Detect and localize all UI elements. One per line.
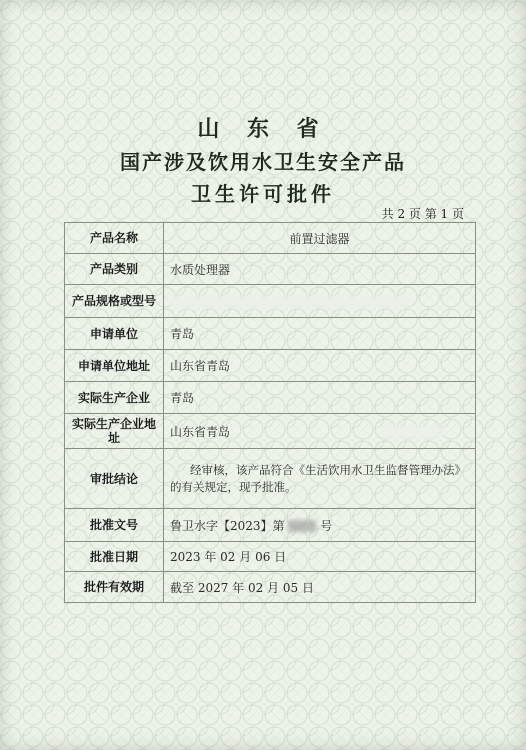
manufacturer-text: 青岛 [170,391,195,405]
row-approval-number [65,509,476,542]
approval-number-suffix: 号 [320,518,333,533]
label-conclusion: 审批结论 [65,449,164,509]
label-product-category: 产品类别 [65,254,164,285]
label-product-model: 产品规格或型号 [65,285,164,318]
row-approval-date [65,542,476,572]
document-subtitle: 卫生许可批件 [191,182,335,206]
row-product-category [65,254,476,285]
row-product-name [65,223,476,254]
manufacturer-address-text: 山东省青岛 [170,424,231,439]
label-validity: 批件有效期 [65,572,164,603]
document-title: 国产涉及饮用水卫生安全产品 [120,150,406,174]
value-manufacturer-address [164,414,476,449]
row-applicant [65,318,476,350]
row-manufacturer [65,382,476,414]
label-applicant-address: 申请单位地址 [65,350,164,382]
redacted-block [384,426,444,438]
page-indicator: 共 2 页 第 1 页 [381,207,464,221]
value-applicant [164,318,476,350]
value-product-category: 水质处理器 [164,254,476,285]
value-product-model [164,285,476,318]
approval-number-prefix: 鲁卫水字【2023】第 [170,518,285,533]
redacted-block [170,296,410,308]
label-approval-number: 批准文号 [65,509,164,542]
value-applicant-address [164,350,476,382]
value-manufacturer [164,382,476,414]
row-product-model [65,285,476,318]
value-validity: 截至 2027 年 02 月 05 日 [164,572,476,603]
label-applicant: 申请单位 [65,318,164,350]
row-conclusion [65,449,476,509]
label-manufacturer-address: 实际生产企业地址 [65,414,164,449]
redacted-block [288,520,316,532]
label-manufacturer: 实际生产企业 [65,382,164,414]
conclusion-line-1: 经审核，该产品符合《生活饮用水卫生监督管理办法》 [190,462,466,477]
value-conclusion [164,449,476,509]
value-product-name: 前置过滤器 [164,223,476,254]
value-approval-date: 2023 年 02 月 06 日 [164,542,476,572]
label-product-name: 产品名称 [65,223,164,254]
applicant-text: 青岛 [170,327,195,341]
conclusion-line-2: 的有关规定，现予批准。 [170,479,297,494]
province-heading: 山 东 省 [197,116,329,142]
row-validity [65,572,476,603]
row-applicant-address [65,350,476,382]
row-manufacturer-address [65,414,476,449]
value-approval-number [164,509,476,542]
label-approval-date: 批准日期 [65,542,164,572]
license-table [64,222,476,603]
applicant-address-text: 山东省青岛 [170,359,231,373]
